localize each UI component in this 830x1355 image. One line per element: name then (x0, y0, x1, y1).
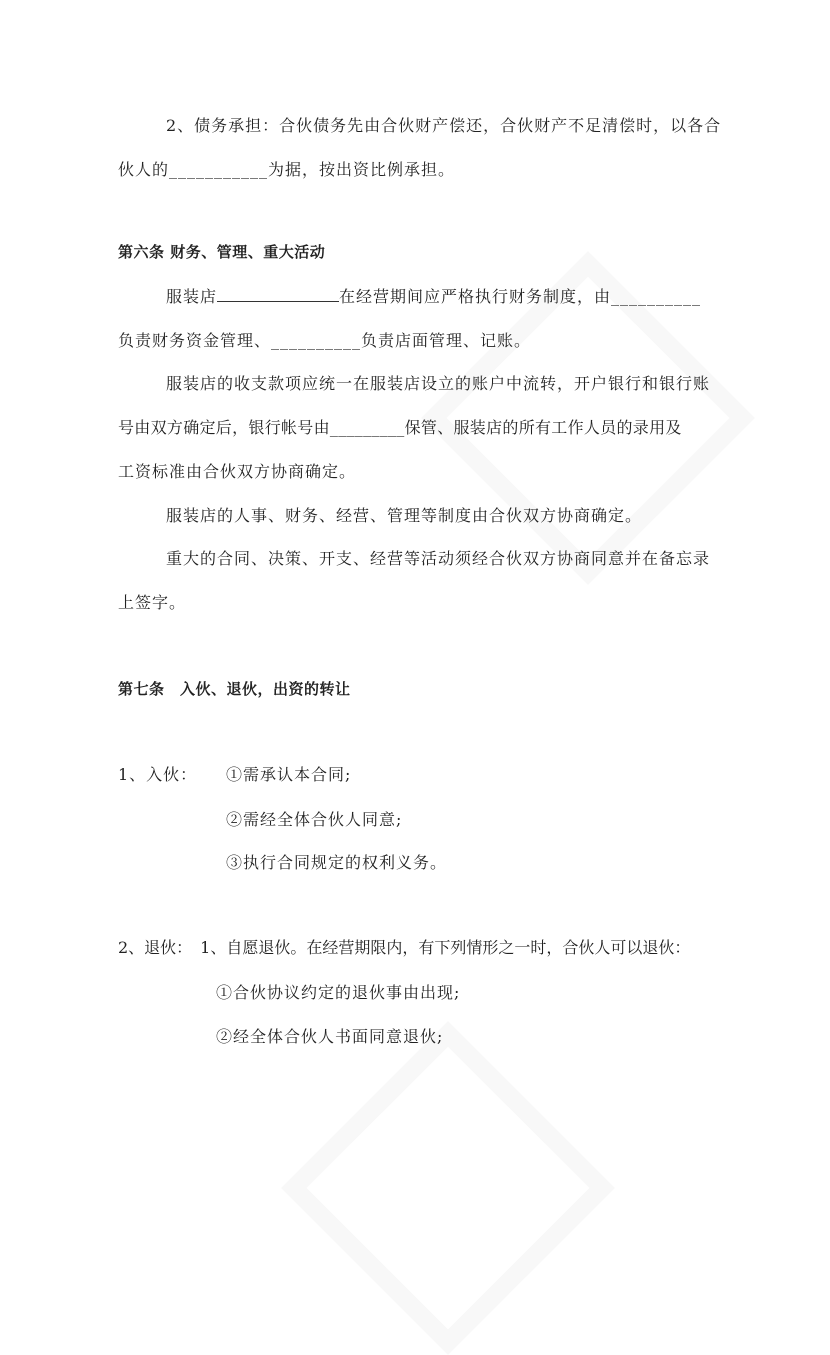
watermark (281, 1021, 615, 1355)
section-heading: 第六条 财务、管理、重大活动 (118, 243, 326, 261)
paragraph-line (166, 287, 701, 307)
paragraph-line: 服装店的人事、财务、经营、管理等制度由合伙双方协商确定。 (166, 506, 643, 525)
text: 服装店 (166, 287, 218, 306)
list-item: ②需经全体合伙人同意; (226, 810, 403, 829)
list-label: 1、入伙： (118, 765, 198, 784)
paragraph-line: 上签字。 (118, 593, 187, 612)
paragraph-line: 2、债务承担：合伙债务先由合伙财产偿还，合伙财产不足清偿时，以各合 (166, 116, 722, 135)
list-item: ①需承认本合同; (226, 765, 352, 784)
blank-underline (217, 287, 339, 302)
paragraph-line: 伙人的___________为据，按出资比例承担。 (118, 160, 456, 179)
list-item: ①合伙协议约定的退伙事由出现; (216, 983, 461, 1002)
list-item: ③执行合同规定的权利义务。 (226, 853, 448, 872)
paragraph-line: 重大的合同、决策、开支、经营等活动须经合伙双方协商同意并在备忘录 (166, 549, 711, 568)
section-heading: 第七条 入伙、退伙，出资的转让 (118, 680, 351, 698)
paragraph-line: 号由双方确定后，银行帐号由_________保管、服装店的所有工作人员的录用及 (118, 418, 682, 437)
paragraph-line: 工资标准由合伙双方协商确定。 (118, 462, 357, 481)
paragraph-line: 2、退伙： 1、自愿退伙。在经营期限内，有下列情形之一时，合伙人可以退伙： (118, 938, 691, 957)
paragraph-line: 负责财务资金管理、__________负责店面管理、记账。 (118, 331, 532, 350)
paragraph-line: 服装店的收支款项应统一在服装店设立的账户中流转，开户银行和银行账 (166, 374, 711, 393)
text: 在经营期间应严格执行财务制度，由__________ (339, 287, 702, 306)
list-item: ②经全体合伙人书面同意退伙; (216, 1027, 444, 1046)
